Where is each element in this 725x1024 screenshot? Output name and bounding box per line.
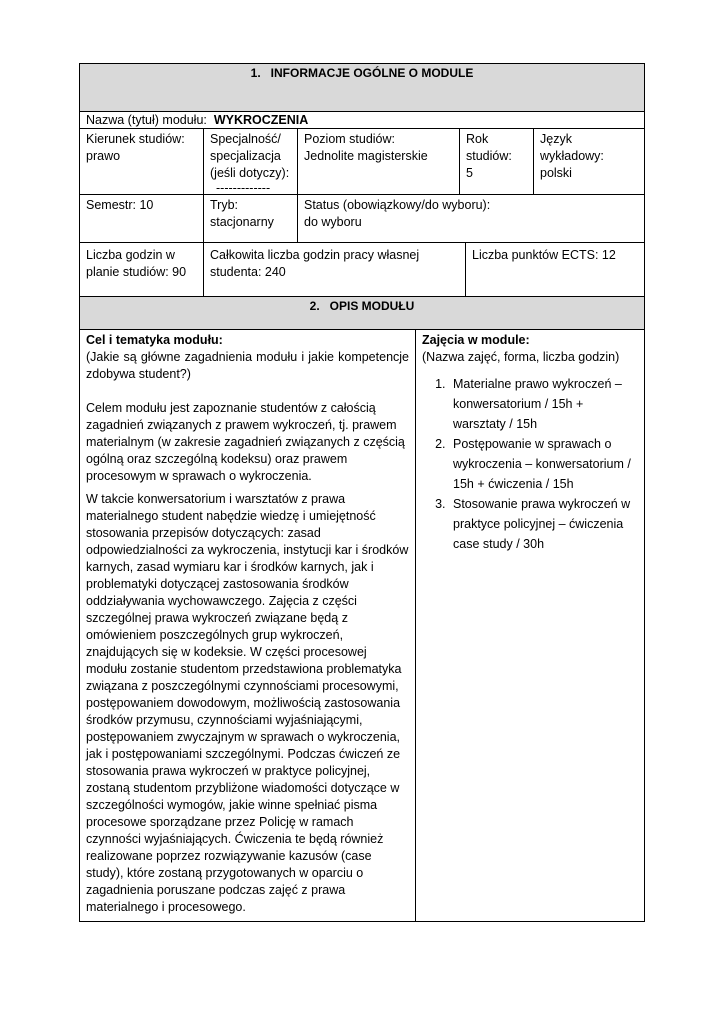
semester-row [79,195,645,243]
zajecia-cell [415,330,644,921]
cel-subtitle: (Jakie są główne zagadnienia modułu i jakie kompetencje zdobywa student?) [86,350,409,381]
module-sheet [79,63,645,922]
semestr-label: Semestr: 10 [86,198,154,212]
zajecia-subtitle: (Nazwa zajęć, forma, liczba godzin) [422,350,620,364]
rok-label-line-1: Rok [466,132,489,146]
poziom-value: Jednolite magisterskie [304,149,428,163]
hours-row [79,243,645,297]
study-info-row [79,129,645,195]
zajecia-list [422,374,638,554]
section-2-header: 2. OPIS MODUŁU [309,299,415,313]
ects-label: Liczba punktów ECTS: 12 [472,248,616,262]
godziny-cell [80,243,203,296]
cel-cell [80,330,415,921]
poziom-cell [297,129,459,194]
module-name-label: Nazwa (tytuł) modułu: [86,113,207,127]
zajecia-title: Zajęcia w module: [422,333,530,347]
description-row [79,330,645,922]
specjalnosc-label-line-1: Specjalność/ [210,132,281,146]
tryb-label: Tryb: [210,198,239,212]
module-name-value: WYKROCZENIA [213,113,309,127]
module-name-row [79,112,645,129]
poziom-label: Poziom studiów: [304,132,396,146]
calkowita-label-line-2: studenta: 240 [210,265,286,279]
tryb-cell [203,195,297,242]
section-1-header-row [79,63,645,112]
ects-cell [465,243,644,296]
status-label: Status (obowiązkowy/do wyboru): [304,198,491,212]
jezyk-label: Język wykładowy: [540,132,604,163]
godziny-label-line-2: planie studiów: 90 [86,265,187,279]
specjalnosc-cell [203,129,297,194]
godziny-label-line-1: Liczba godzin w [86,248,175,262]
cel-paragraph-2: W takcie konwersatorium i warsztatów z prawa materialnego student nabędzie wiedzę i umiejętność stosowania przepisów dotyczących: zasad odpowiedzialności za wykroczenia, instytucji kar i środków karnych, zasad wymiaru kar i środków karnych, jak i problematyki dotyczącej zastosowania środków oddziaływania wychowawczego. Zajęcia z części szczególnej prawa wykroczeń związane będą z omówieniem poszczególnych grup wykroczeń, znajdujących się w kodeksie. W części procesowej modułu zostanie studentom przedstawiona problematyka związana z poszczególnymi czynnościami procesowymi, postępowaniem dowodowym, możliwością zastosowania środków przymusu, czynnościami wyjaśniającymi, postępowaniem zwyczajnym w sprawach o wykroczenia, jak i postępowaniami szczególnymi. Podczas ćwiczeń ze stosowania prawa wykroczeń w praktyce policyjnej, zostaną studentom przybliżone wiadomości dotyczące w szczególności wymogów, jakie winne spełniać pisma procesowe sporządzane przez Policję w ramach czynności wyjaśniających. Ćwiczenia te będą również realizowane poprzez rozwiązywanie kazusów (case study), które zostaną przygotowanych w oparciu o zagadnienia poruszane podczas zajęć z prawa materialnego i procesowego. [86,492,409,914]
rok-label-line-2: studiów: [466,149,512,163]
tryb-value: stacjonarny [210,215,274,229]
cel-title: Cel i tematyka modułu: [86,333,223,347]
section-2-header-row [79,297,645,330]
cel-paragraph-1: Celem modułu jest zapoznanie studentów z całością zagadnień związanych z prawem wykroczeń, tj. prawem materialnym (w zakresie zagadnień związanych z częścią ogólną oraz szczególną kodeksu) oraz prawem procesowym w sprawach o wykroczenia. [86,401,405,483]
calkowita-label-line-1: Całkowita liczba godzin pracy własnej [210,248,420,262]
specjalnosc-label-line-3: (jeśli dotyczy): [210,166,290,180]
specjalnosc-value: ------------- [216,181,271,195]
status-cell [297,195,644,242]
section-1-header: 1. INFORMACJE OGÓLNE O MODULE [250,66,474,80]
kierunek-cell [80,129,203,194]
specjalnosc-label-line-2: specjalizacja [210,149,281,163]
list-item: 1. Materialne prawo wykroczeń – konwersatorium / 15h + warsztaty / 15h [449,374,638,434]
jezyk-value: polski [540,166,572,180]
rok-cell [459,129,533,194]
list-item: 2. Postępowanie w sprawach o wykroczenia – konwersatorium / 15h + ćwiczenia / 15h [449,434,638,494]
status-value: do wyboru [304,215,362,229]
list-item: 3. Stosowanie prawa wykroczeń w praktyce policyjnej – ćwiczenia case study / 30h [449,494,638,554]
rok-value: 5 [466,166,473,180]
calkowita-cell [203,243,465,296]
semestr-cell [80,195,203,242]
jezyk-cell [533,129,644,194]
kierunek-label: Kierunek studiów: [86,132,185,146]
kierunek-value: prawo [86,149,121,163]
module-name-cell [80,112,644,128]
